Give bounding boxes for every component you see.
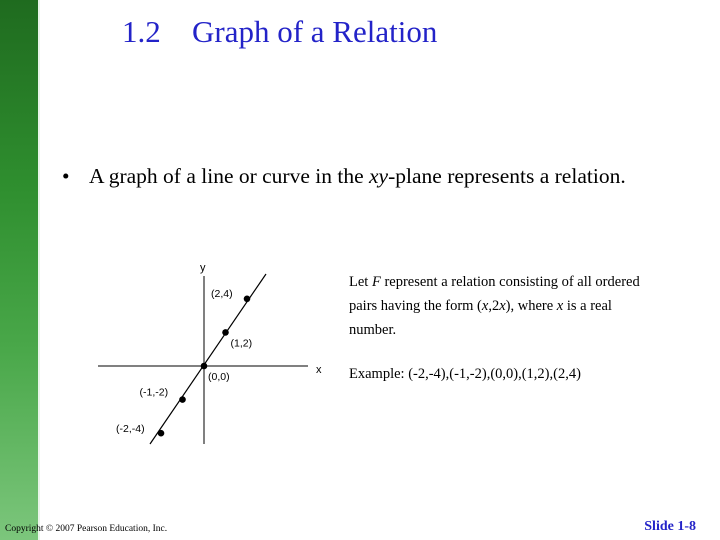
- definition-var: F: [371, 274, 381, 290]
- graph-point: [158, 430, 165, 437]
- definition-part: ), where: [505, 298, 557, 314]
- bullet-text-part: -plane represents a relation.: [388, 164, 626, 188]
- x-axis-label: x: [316, 364, 322, 376]
- definition-var: x: [481, 298, 489, 314]
- title-section-number: 1.2: [122, 14, 161, 49]
- points-layer: [116, 288, 252, 437]
- y-axis-label: y: [200, 262, 206, 274]
- graph-point: [179, 396, 186, 403]
- graph-point: [201, 363, 208, 370]
- point-label: (1,2): [230, 337, 253, 350]
- graph-point: [222, 329, 229, 336]
- graph-point: [244, 296, 251, 303]
- bullet-icon: •: [62, 164, 70, 188]
- point-label: (2,4): [211, 287, 233, 300]
- bullet-text-part: A graph of a line or curve in the: [89, 164, 370, 188]
- copyright-text: Copyright © 2007 Pearson Education, Inc.: [5, 524, 168, 534]
- definition-part: Let: [349, 274, 372, 290]
- slide-number: Slide 1-8: [644, 519, 696, 534]
- definition-text: [349, 270, 649, 342]
- definition-var: x: [499, 298, 506, 314]
- title-text: Graph of a Relation: [192, 14, 438, 49]
- definition-part: is a real number.: [349, 298, 612, 338]
- point-label: (-2,-4): [116, 423, 145, 436]
- definition-part: ,2: [488, 298, 500, 314]
- definition-var: x: [556, 298, 564, 314]
- bullet-text-italic: xy: [369, 164, 389, 188]
- point-label: (0,0): [208, 371, 230, 383]
- definition-part: represent a relation consisting of all ordered pairs having the form (: [349, 274, 640, 314]
- point-label: (-1,-2): [139, 386, 169, 399]
- example-text: Example: (-2,-4),(-1,-2),(0,0),(1,2),(2,4): [349, 366, 581, 382]
